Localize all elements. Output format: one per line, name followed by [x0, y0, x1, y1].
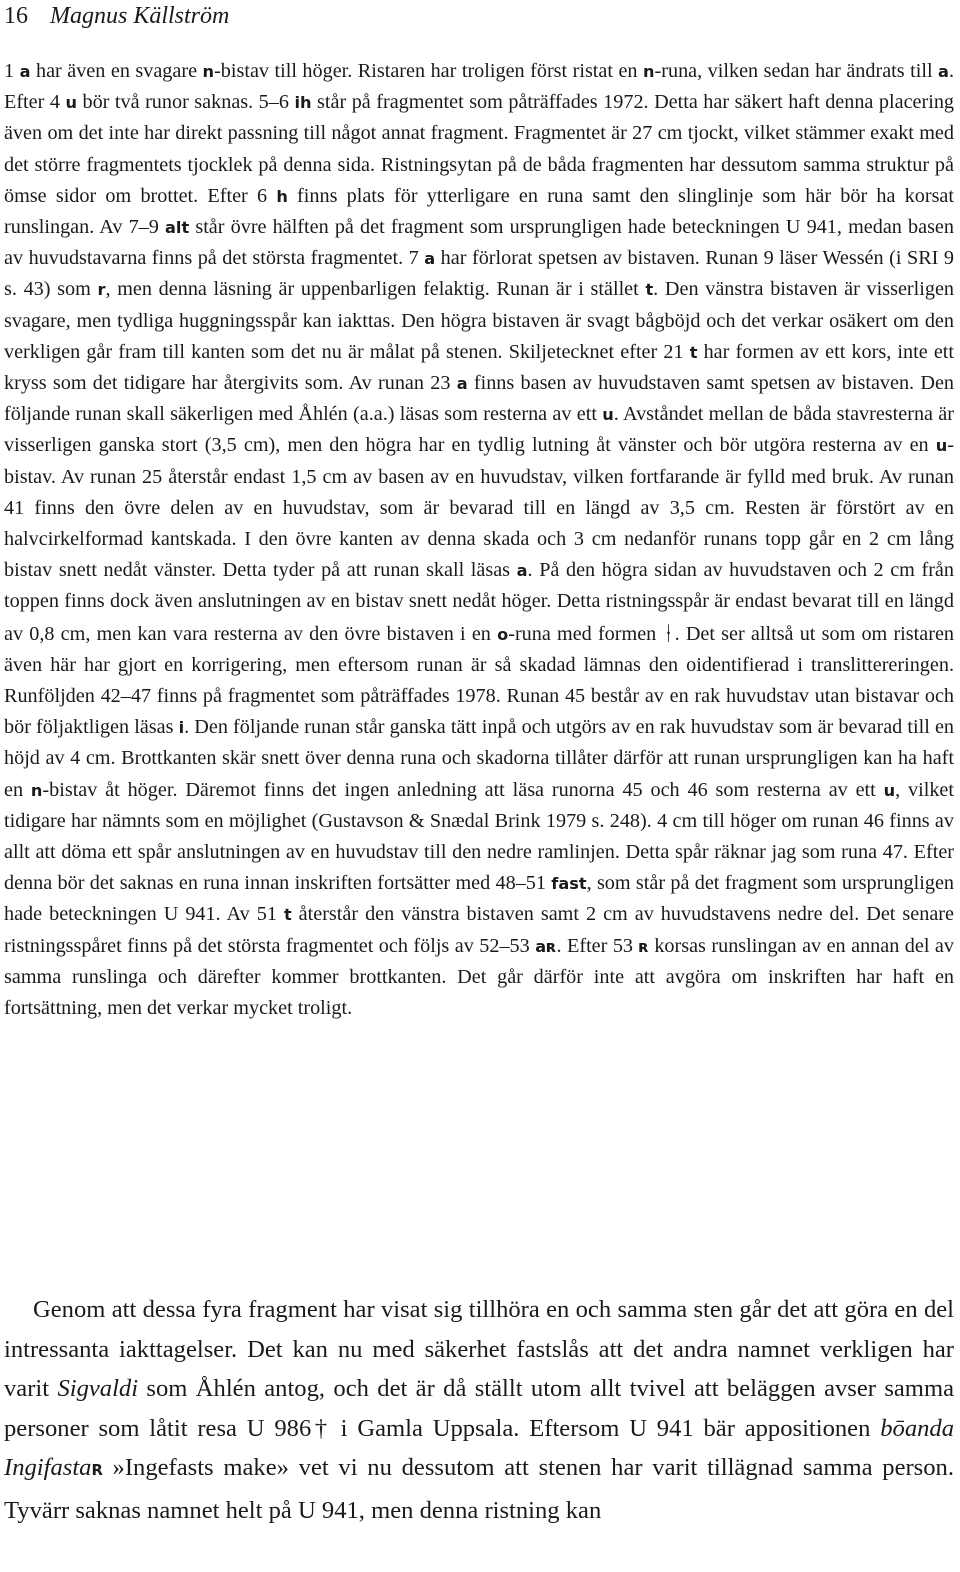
text-run: , som står på det fragment som ursprungligen hade beteckningen U 941. Av 51 [4, 872, 954, 926]
text-run: finns basen av huvudstaven samt spetsen av bistaven. Den följande runan skall säkerligen med Åhlén (a.a.) läsas som resterna av ett [4, 372, 954, 426]
text-run: . Efter 4 [4, 60, 954, 114]
rune-transliteration: a [456, 374, 468, 394]
rune-transliteration: i [178, 718, 185, 738]
text-run: har förlorat spetsen av bistaven. Runan 9 läser Wessén (i SRI 9 s. 43) som [4, 247, 954, 301]
text-run: , vilket tidigare har nämnts som en möjlighet (Gustavson & Snædal Brink 1979 s. 248). 4 cm till höger om runan 46 finns av allt att döma ett spår anslutningen av en huvudstav till den nedre ramlinjen. Detta spår räknar jag som runa 47. Efter denna bör det saknas en runa innan inskriften fortsätter med 48–51 [4, 778, 954, 895]
text-run: . På den högra sidan av huvudstaven och 2 cm från toppen finns dock även anslutningen av en bistav snett nedåt höger. Detta ristningsspår är endast bevarat till en längd av 0,8 cm, men kan vara resterna av den övre bistaven i en [4, 559, 954, 645]
text-run: står på fragmentet som påträffades 1972. Detta har säkert haft denna placering även om det inte har direkt passning till något annat fragment. Fragmentet är 27 cm tjockt, vilket stämmer exakt med det större fragmentets tjocklek på denna sida. Ristningsytan på de båda fragmenten har dessutom samma struktur på ömse sidor om brottet. Efter 6 [4, 91, 955, 207]
rune-transliteration: t [645, 280, 654, 300]
rune-transliteration: t [283, 905, 292, 925]
rune-transliteration: a [938, 62, 949, 81]
rune-transliteration: fast [551, 874, 587, 894]
text-run: bör två runor saknas. 5–6 [76, 91, 295, 114]
text-run: -runa med formen [508, 622, 663, 645]
rune-transliteration: ih [294, 93, 312, 113]
text-run: -bistav. Av runan 25 återstår endast 1,5 cm av basen av en huvudstav, vilken fortfarande är fylld med bruk. Av runan 41 finns den övre delen av en huvudstav, som är bevarad till en längd av 3,5 cm. Resten är förstört av en halvcirkelformad kantskada. I den övre kanten av denna skada och 3 cm nedanför runans topp går en 2 cm lång bistav snett nedåt vänster. Detta tyder på att runan skall läsas [4, 434, 954, 582]
rune-transliteration: n [643, 62, 655, 81]
text-run: 1 [4, 60, 20, 82]
rune-transliteration: ʀ [638, 936, 649, 956]
text-run: , men denna läsning är uppenbarligen felaktig. Runan är i stället [105, 278, 646, 301]
running-header [4, 2, 229, 30]
italic-text: Sigvaldi [57, 1375, 139, 1403]
rune-transliteration: h [276, 186, 288, 206]
rune-transliteration: a [516, 561, 528, 581]
rune-transliteration: n [30, 780, 43, 800]
text-run: har även en svagare [30, 60, 203, 82]
rune-transliteration: R [91, 1462, 103, 1480]
text-run: Genom att dessa fyra fragment har visat sig tillhöra en och samma sten går det att göra en del intressanta iakttagelser. Det kan nu med säkerhet fastslås att det andra namnet verkligen har varit [4, 1296, 954, 1403]
text-run: korsas runslingan av en annan del av samma runslinga och därefter kommer brottkanten. Det går därför inte att avgöra om inskriften har haft en fortsättning, men det verkar mycket troligt. [4, 934, 954, 1020]
text-run: finns plats för ytterligare en runa samt den slinglinje som här bör ha korsat runslingan. Av 7–9 [4, 184, 955, 239]
rune-transliteration: a [19, 62, 31, 81]
text-run: -bistav till höger. Ristaren har troligen först ristat en [214, 60, 644, 82]
rune-transliteration: n [202, 62, 215, 81]
rune-transliteration: o [497, 624, 509, 644]
text-run: står övre hälften på det fragment som ursprungligen hade beteckningen U 941, medan basen av huvudstavarna finns på det största fragmentet. 7 [4, 216, 954, 270]
text-run: som Åhlén antog, och det är då ställt utom allt tvivel att beläggen avser samma personer som låtit resa U 986† i Gamla Uppsala. Eftersom U 941 bär appositionen [4, 1375, 954, 1442]
text-run: . Den följande runan står ganska tätt inpå och utgörs av en rak huvudstav som är bevarad till en höjd av 4 cm. Brottkanten skär snett över denna runa och skadorna tillåter därför att runan ursprungligen kan ha haft en [4, 716, 954, 801]
text-run: . Det ser alltså ut som om ristaren även här har gjort en korrigering, men eftersom runan är så skadad lämnas den oidentifierad i translittereringen. Runföljden 42–47 finns på fragmentet som påträffades 1978. Runan 45 består av en rak huvudstav utan bistavar och bör följaktligen läsas [4, 622, 954, 739]
text-run: -runa, vilken sedan har ändrats till [654, 60, 939, 82]
running-head-author: Magnus Källström [50, 3, 230, 29]
italic-text: bōanda Ingifasta [4, 1414, 954, 1482]
rune-glyph: ᚽ [662, 620, 675, 645]
text-run: har formen av ett kors, inte ett kryss som det tidigare har återgivits som. Av runan 23 [4, 340, 954, 395]
body-paragraph-main [4, 1290, 954, 1531]
rune-transliteration: u [883, 780, 896, 800]
text-run: »Ingefasts make» vet vi nu dessutom att stenen har varit tillägnad samma person. Tyvärr saknas namnet helt på U 941, men denna ristning kan [4, 1454, 954, 1524]
page-number: 16 [4, 3, 28, 29]
rune-transliteration: r [97, 280, 106, 300]
text-run: . Avståndet mellan de båda stavresterna är visserligen ganska stort (3,5 cm), men den högra har en tydlig lutning åt vänster och bör utgöra resterna av en [4, 403, 954, 457]
text-run: . Den vänstra bistaven är visserligen svagare, men tydliga huggningsspår kan iakttas. Den högra bistaven är svagt bågböjd och det verkar osäkert om den verkligen går fram till kanten som det nu är målat på stenen. Skiljetecknet efter 21 [4, 278, 954, 363]
rune-transliteration: t [689, 342, 698, 362]
rune-transliteration: u [602, 405, 614, 425]
text-run: återstår den vänstra bistaven samt 2 cm av huvudstavens nedre del. Det senare ristningsspåret finns på det största fragmentet och följs av 52–53 [4, 903, 954, 957]
body-paragraph-commentary [4, 56, 954, 1024]
rune-transliteration: u [65, 93, 77, 113]
rune-transliteration: a [424, 249, 436, 269]
rune-transliteration: alt [165, 218, 190, 238]
text-run: -bistav åt höger. Däremot finns det ingen anledning att läsa runorna 45 och 46 som resterna av ett [42, 778, 884, 801]
text-run: . Efter 53 [556, 934, 639, 957]
rune-transliteration: u [935, 436, 948, 456]
rune-transliteration: aʀ [535, 936, 557, 956]
